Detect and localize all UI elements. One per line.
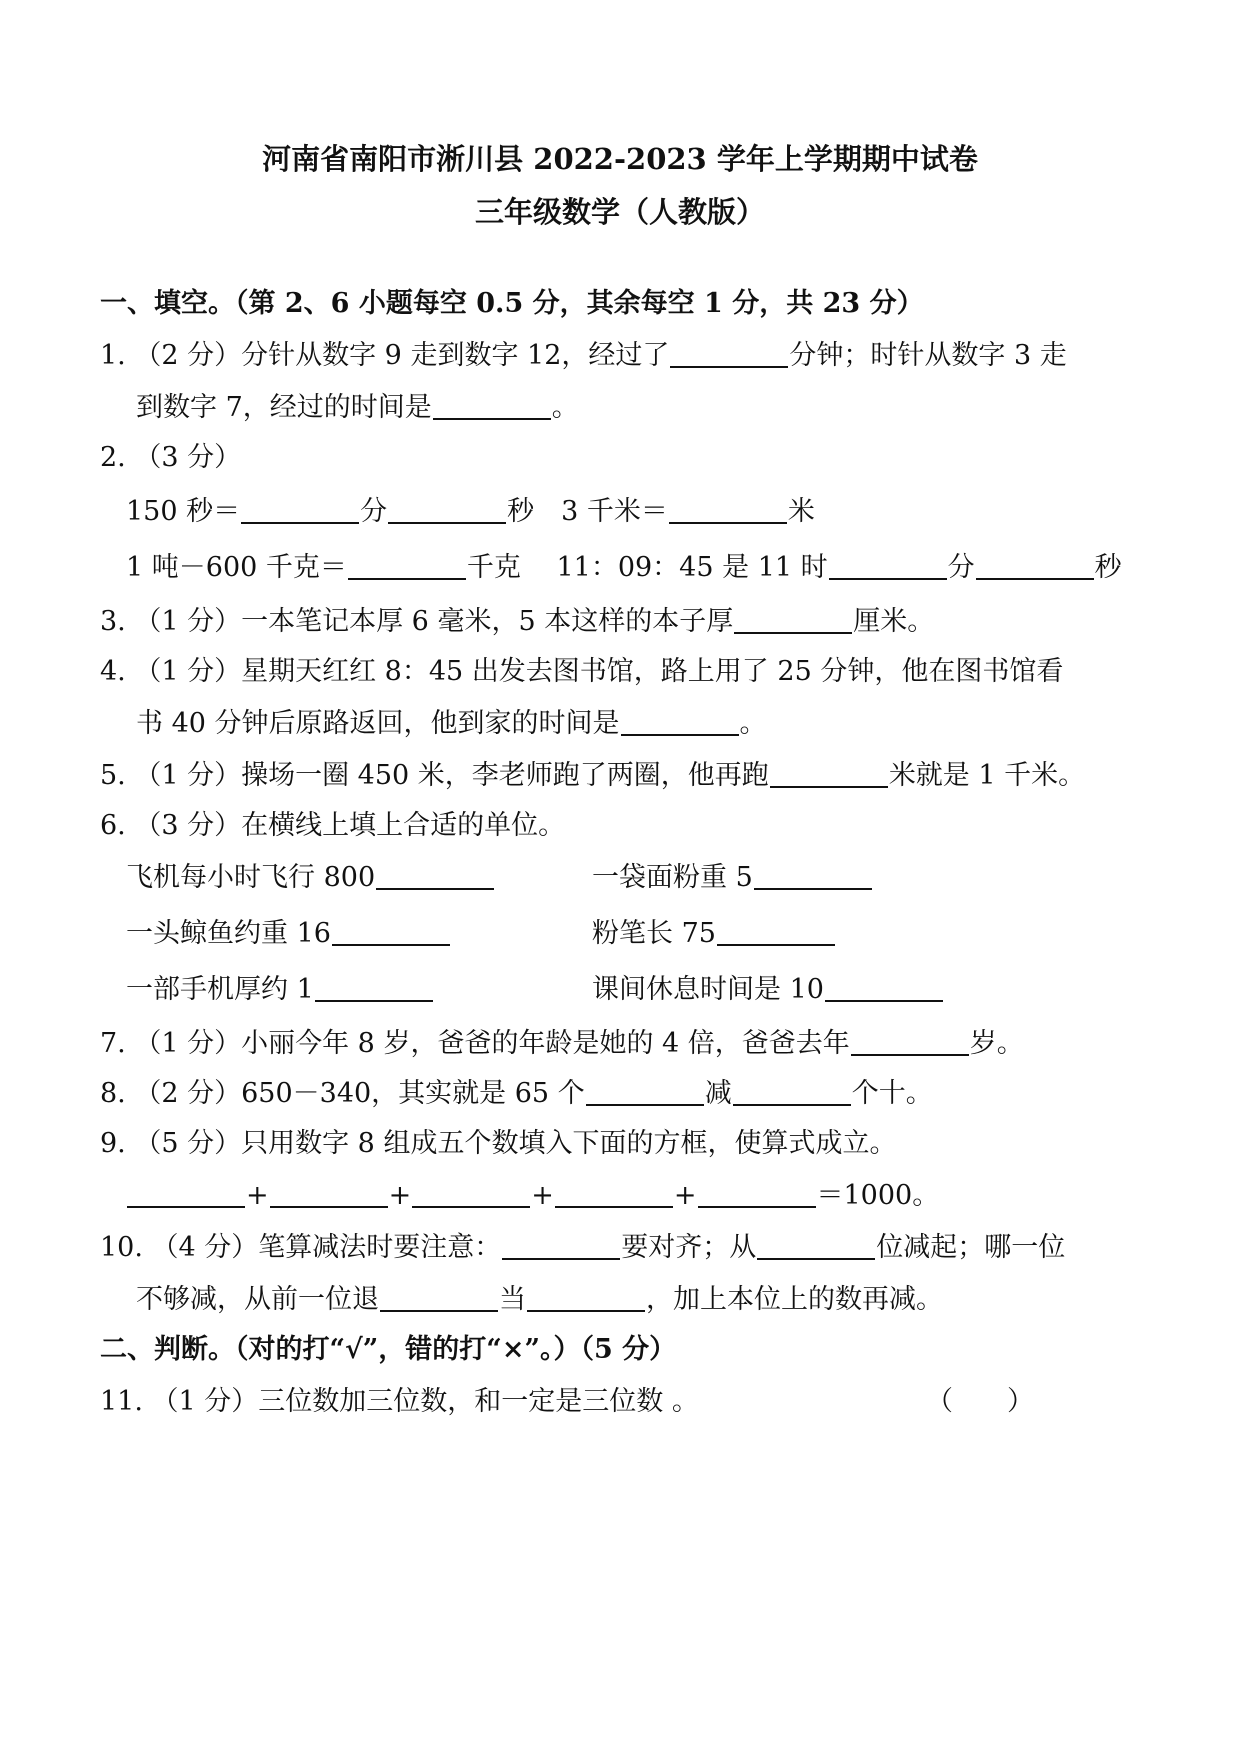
question-2-text: 150 秒＝ <box>126 496 241 527</box>
question-6-text: 课间休息时间是 10 <box>592 974 824 1005</box>
answer-blank[interactable] <box>621 708 739 736</box>
answer-parentheses[interactable]: （ ） <box>926 1386 1034 1417</box>
answer-blank[interactable] <box>670 340 788 368</box>
question-2-text: 分 <box>947 552 975 583</box>
answer-blank[interactable] <box>976 552 1094 580</box>
answer-blank[interactable] <box>757 1232 875 1260</box>
answer-blank[interactable] <box>376 862 494 890</box>
question-2-text: 米 <box>787 496 815 527</box>
question-6-item <box>592 914 836 954</box>
answer-blank[interactable] <box>851 1028 969 1056</box>
question-10-text: ，加上本位上的数再减。 <box>646 1284 943 1315</box>
question-4-line-1: 4. （1 分）星期天红红 8：45 出发去图书馆，路上用了 25 分钟，他在图书馆看 <box>100 656 1064 687</box>
answer-blank[interactable] <box>698 1180 816 1208</box>
question-1-text: 到数字 7，经过的时间是 <box>136 392 432 423</box>
question-6-text: 一袋面粉重 5 <box>592 862 753 893</box>
question-10-text: 位减起；哪一位 <box>876 1232 1066 1263</box>
question-7-text: 7. （1 分）小丽今年 8 岁，爸爸的年龄是她的 4 倍，爸爸去年 <box>100 1028 850 1059</box>
answer-blank[interactable] <box>669 496 787 524</box>
answer-blank[interactable] <box>734 606 852 634</box>
exam-subtitle: 三年级数学（人教版） <box>474 195 765 229</box>
section-1-heading: 一、填空。（第 2、6 小题每空 0.5 分，其余每空 1 分，共 23 分） <box>100 288 924 319</box>
question-5-text: 5. （1 分）操场一圈 450 米，李老师跑了两圈，他再跑 <box>100 760 769 791</box>
question-3-text: 厘米。 <box>853 606 935 637</box>
question-6: 6. （3 分）在横线上填上合适的单位。 <box>100 810 566 841</box>
answer-blank[interactable] <box>433 392 551 420</box>
question-7 <box>100 1024 1024 1064</box>
question-2-row-2 <box>126 548 1122 588</box>
question-7-text: 岁。 <box>969 1028 1024 1059</box>
question-6-item <box>592 858 873 898</box>
answer-blank[interactable] <box>825 974 943 1002</box>
question-8-text: 个十。 <box>851 1078 933 1109</box>
question-2-row-1 <box>126 492 815 532</box>
question-1-text: 1. （2 分）分针从数字 9 走到数字 12，经过了 <box>100 340 670 371</box>
question-2-text: 秒 3 千米＝ <box>507 496 668 527</box>
answer-blank[interactable] <box>829 552 947 580</box>
question-2-text: 千克 11：09：45 是 11 时 <box>466 552 828 583</box>
question-6-item <box>126 970 434 1010</box>
question-2-text: 秒 <box>1094 552 1122 583</box>
question-6-item <box>592 970 944 1010</box>
question-6-text: 粉笔长 75 <box>592 918 716 949</box>
answer-blank[interactable] <box>127 1180 245 1208</box>
question-10-line-1 <box>100 1228 1065 1268</box>
answer-blank[interactable] <box>332 918 450 946</box>
answer-blank[interactable] <box>527 1284 645 1312</box>
question-8-text: 减 <box>704 1078 732 1109</box>
question-3 <box>100 602 934 642</box>
question-10-line-2 <box>136 1280 943 1320</box>
question-10-text: 要对齐；从 <box>621 1232 757 1263</box>
exam-title: 河南省南阳市淅川县 2022-2023 学年上学期期中试卷 <box>262 142 978 176</box>
answer-blank[interactable] <box>380 1284 498 1312</box>
question-4-text: 书 40 分钟后原路返回，他到家的时间是 <box>136 708 620 739</box>
plus-sign: + <box>531 1180 554 1211</box>
answer-blank[interactable] <box>412 1180 530 1208</box>
answer-blank[interactable] <box>388 496 506 524</box>
answer-blank[interactable] <box>733 1078 851 1106</box>
answer-blank[interactable] <box>586 1078 704 1106</box>
answer-blank[interactable] <box>555 1180 673 1208</box>
question-1-text: 分钟；时针从数字 3 走 <box>789 340 1067 371</box>
question-8 <box>100 1074 933 1114</box>
plus-sign: + <box>673 1180 697 1211</box>
section-2-heading: 二、判断。（对的打“√”，错的打“×”。）（5 分） <box>100 1334 677 1365</box>
question-5 <box>100 756 1085 796</box>
answer-blank[interactable] <box>348 552 466 580</box>
answer-blank[interactable] <box>770 760 888 788</box>
question-6-item <box>126 858 495 898</box>
answer-blank[interactable] <box>315 974 433 1002</box>
plus-sign: + <box>246 1180 269 1211</box>
question-1-line-2 <box>136 388 579 428</box>
question-8-text: 8. （2 分）650－340，其实就是 65 个 <box>100 1078 585 1109</box>
question-4-text: 。 <box>739 708 767 739</box>
question-2-text: 1 吨－600 千克＝ <box>126 552 347 583</box>
question-2: 2. （3 分） <box>100 442 242 473</box>
question-6-text: 一头鲸鱼约重 16 <box>126 918 331 949</box>
question-10-text: 10. （4 分）笔算减法时要注意： <box>100 1232 502 1263</box>
answer-blank[interactable] <box>241 496 359 524</box>
question-10-text: 不够减，从前一位退 <box>136 1284 379 1315</box>
question-2-text: 分 <box>360 496 388 527</box>
answer-blank[interactable] <box>754 862 872 890</box>
question-9: 9. （5 分）只用数字 8 组成五个数填入下面的方框，使算式成立。 <box>100 1128 897 1159</box>
question-6-text: 一部手机厚约 1 <box>126 974 314 1005</box>
answer-blank[interactable] <box>717 918 835 946</box>
answer-blank[interactable] <box>270 1180 388 1208</box>
answer-blank[interactable] <box>502 1232 620 1260</box>
question-1-line-1 <box>100 336 1067 376</box>
question-5-text: 米就是 1 千米。 <box>888 760 1086 791</box>
question-9-equation <box>126 1176 939 1216</box>
plus-sign: + <box>388 1180 412 1211</box>
question-11: 11. （1 分）三位数加三位数，和一定是三位数 。 <box>100 1386 699 1417</box>
question-6-item <box>126 914 451 954</box>
question-1-text: 。 <box>551 392 579 423</box>
equation-result: ＝1000。 <box>816 1180 940 1211</box>
question-6-text: 飞机每小时飞行 800 <box>126 862 376 893</box>
question-10-text: 当 <box>499 1284 526 1315</box>
question-3-text: 3. （1 分）一本笔记本厚 6 毫米，5 本这样的本子厚 <box>100 606 734 637</box>
question-4-line-2 <box>136 704 767 744</box>
